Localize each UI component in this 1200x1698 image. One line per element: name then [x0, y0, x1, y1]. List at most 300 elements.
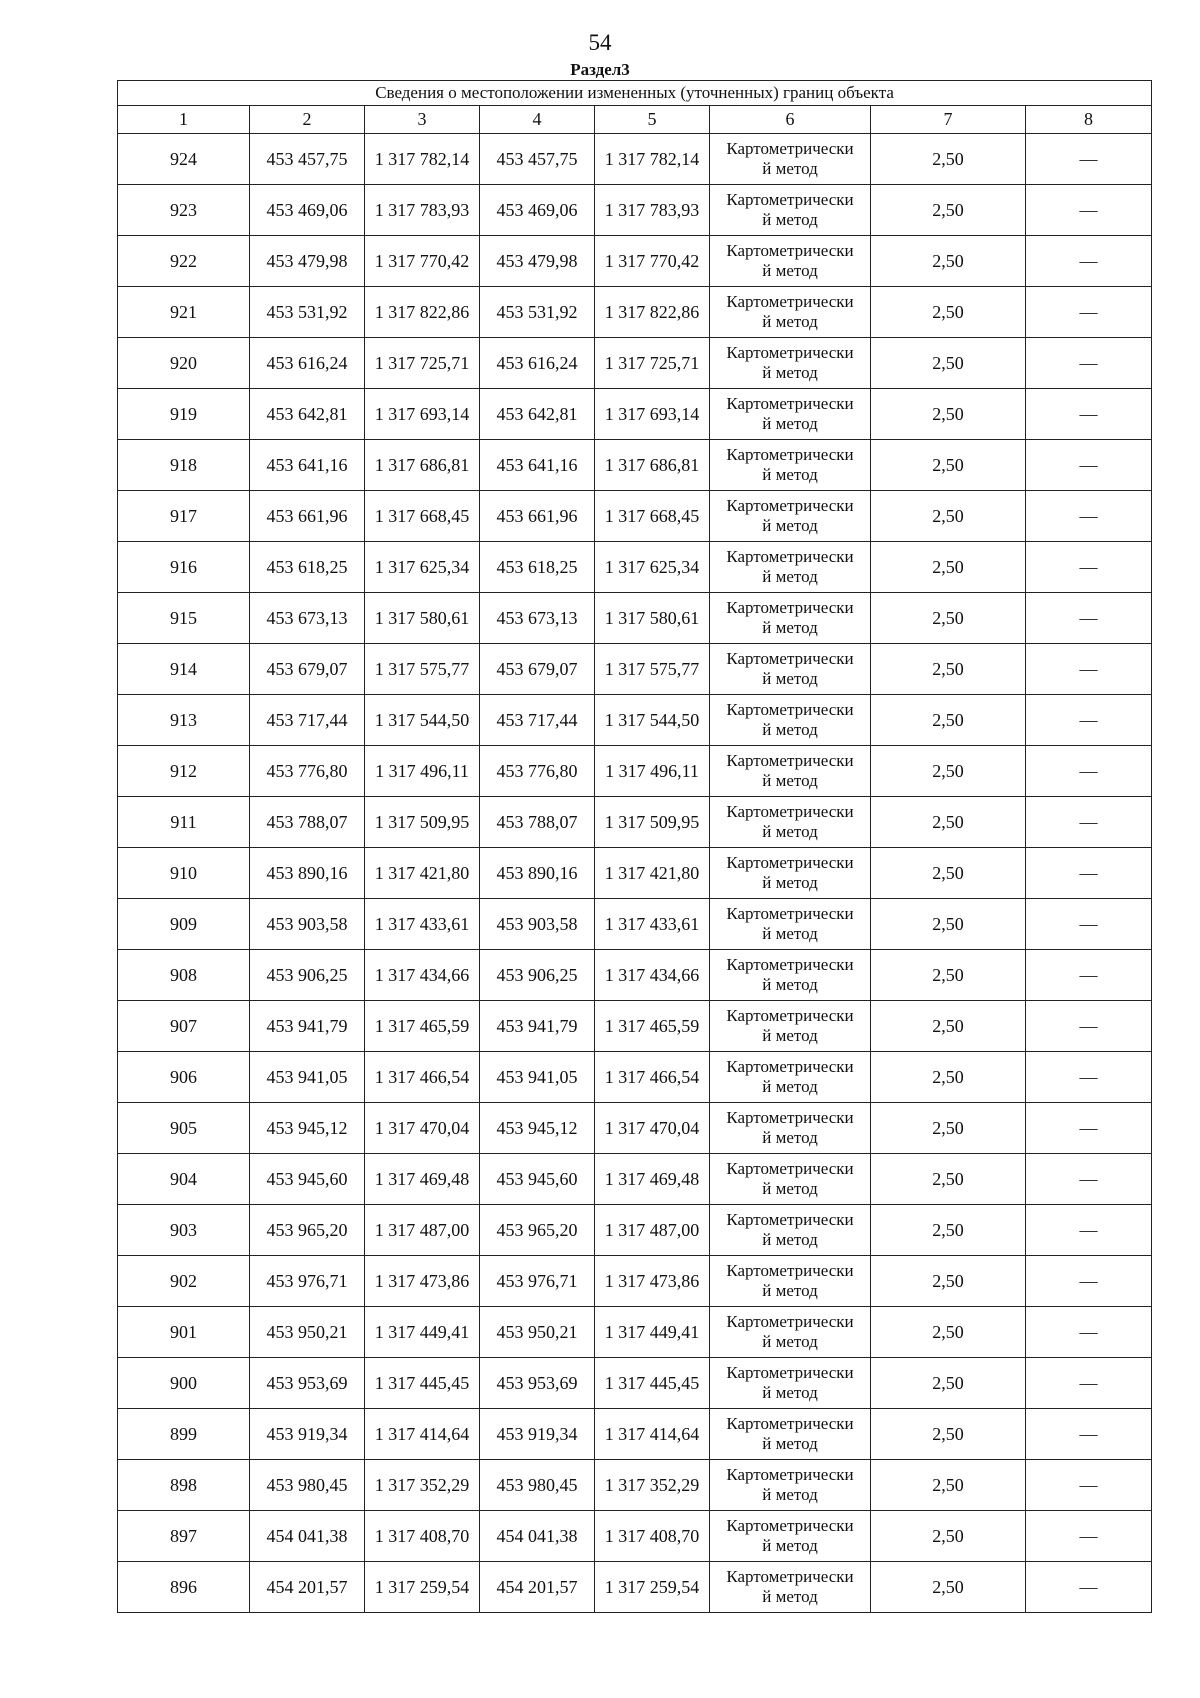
method-cell: [710, 1052, 871, 1103]
method-line-1: Картометрически: [726, 1567, 854, 1586]
accuracy-cell: 2,50: [871, 236, 1026, 287]
accuracy-cell: 2,50: [871, 542, 1026, 593]
y-new-cell: 1 317 434,66: [595, 950, 710, 1001]
y-existing-cell: 1 317 469,48: [365, 1154, 480, 1205]
method-cell: [710, 491, 871, 542]
method-line-1: Картометрически: [726, 139, 854, 158]
y-existing-cell: 1 317 544,50: [365, 695, 480, 746]
method-line-2: й метод: [762, 1587, 818, 1606]
x-existing-cell: 453 642,81: [250, 389, 365, 440]
point-number-cell: 904: [118, 1154, 250, 1205]
y-new-cell: 1 317 575,77: [595, 644, 710, 695]
note-cell: —: [1026, 440, 1152, 491]
column-header-4: 4: [480, 106, 595, 134]
accuracy-cell: 2,50: [871, 746, 1026, 797]
note-cell: —: [1026, 1511, 1152, 1562]
point-number-cell: 906: [118, 1052, 250, 1103]
method-line-2: й метод: [762, 567, 818, 586]
method-line-1: Картометрически: [726, 904, 854, 923]
x-existing-cell: 454 201,57: [250, 1562, 365, 1613]
accuracy-cell: 2,50: [871, 1460, 1026, 1511]
y-existing-cell: 1 317 473,86: [365, 1256, 480, 1307]
x-existing-cell: 453 890,16: [250, 848, 365, 899]
point-number-cell: 914: [118, 644, 250, 695]
method-line-1: Картометрически: [726, 1108, 854, 1127]
y-existing-cell: 1 317 509,95: [365, 797, 480, 848]
method-cell: [710, 1103, 871, 1154]
method-line-1: Картометрически: [726, 394, 854, 413]
point-number-cell: 900: [118, 1358, 250, 1409]
method-line-1: Картометрически: [726, 598, 854, 617]
method-line-1: Картометрически: [726, 802, 854, 821]
note-cell: —: [1026, 1052, 1152, 1103]
column-header-6: 6: [710, 106, 871, 134]
x-new-cell: 453 950,21: [480, 1307, 595, 1358]
x-new-cell: 453 642,81: [480, 389, 595, 440]
x-new-cell: 454 041,38: [480, 1511, 595, 1562]
table-row: [118, 185, 1152, 236]
table-row: [118, 1409, 1152, 1460]
y-new-cell: 1 317 770,42: [595, 236, 710, 287]
note-cell: —: [1026, 1205, 1152, 1256]
x-existing-cell: 454 041,38: [250, 1511, 365, 1562]
y-new-cell: 1 317 421,80: [595, 848, 710, 899]
x-existing-cell: 453 965,20: [250, 1205, 365, 1256]
x-new-cell: 453 673,13: [480, 593, 595, 644]
method-line-1: Картометрически: [726, 1261, 854, 1280]
table-row: [118, 746, 1152, 797]
method-line-2: й метод: [762, 873, 818, 892]
method-line-1: Картометрически: [726, 1006, 854, 1025]
method-cell: [710, 134, 871, 185]
y-new-cell: 1 317 352,29: [595, 1460, 710, 1511]
y-existing-cell: 1 317 580,61: [365, 593, 480, 644]
point-number-cell: 910: [118, 848, 250, 899]
method-line-2: й метод: [762, 312, 818, 331]
method-line-2: й метод: [762, 261, 818, 280]
method-line-2: й метод: [762, 1281, 818, 1300]
method-line-2: й метод: [762, 822, 818, 841]
table-row: [118, 287, 1152, 338]
accuracy-cell: 2,50: [871, 440, 1026, 491]
point-number-cell: 911: [118, 797, 250, 848]
method-cell: [710, 185, 871, 236]
method-line-1: Картометрически: [726, 445, 854, 464]
x-new-cell: 453 661,96: [480, 491, 595, 542]
accuracy-cell: 2,50: [871, 185, 1026, 236]
method-line-2: й метод: [762, 1332, 818, 1351]
x-existing-cell: 453 953,69: [250, 1358, 365, 1409]
y-existing-cell: 1 317 414,64: [365, 1409, 480, 1460]
y-existing-cell: 1 317 433,61: [365, 899, 480, 950]
note-cell: —: [1026, 491, 1152, 542]
note-cell: —: [1026, 1154, 1152, 1205]
accuracy-cell: 2,50: [871, 1205, 1026, 1256]
x-new-cell: 453 457,75: [480, 134, 595, 185]
note-cell: —: [1026, 338, 1152, 389]
table-row: [118, 1001, 1152, 1052]
section-title: Раздел3: [570, 60, 630, 79]
method-cell: [710, 1307, 871, 1358]
note-cell: —: [1026, 1256, 1152, 1307]
note-cell: —: [1026, 236, 1152, 287]
x-new-cell: 453 976,71: [480, 1256, 595, 1307]
accuracy-cell: 2,50: [871, 134, 1026, 185]
method-line-1: Картометрически: [726, 1057, 854, 1076]
y-existing-cell: 1 317 782,14: [365, 134, 480, 185]
method-line-1: Картометрически: [726, 292, 854, 311]
method-line-1: Картометрически: [726, 1210, 854, 1229]
x-new-cell: 453 788,07: [480, 797, 595, 848]
x-existing-cell: 453 616,24: [250, 338, 365, 389]
method-line-2: й метод: [762, 720, 818, 739]
y-new-cell: 1 317 466,54: [595, 1052, 710, 1103]
method-line-2: й метод: [762, 1485, 818, 1504]
method-line-1: Картометрически: [726, 547, 854, 566]
y-existing-cell: 1 317 625,34: [365, 542, 480, 593]
note-cell: —: [1026, 1103, 1152, 1154]
note-cell: —: [1026, 1307, 1152, 1358]
x-new-cell: 453 945,12: [480, 1103, 595, 1154]
method-line-2: й метод: [762, 465, 818, 484]
point-number-cell: 915: [118, 593, 250, 644]
table-row: [118, 1103, 1152, 1154]
method-cell: [710, 593, 871, 644]
point-number-cell: 919: [118, 389, 250, 440]
method-line-1: Картометрически: [726, 496, 854, 515]
point-number-cell: 912: [118, 746, 250, 797]
y-existing-cell: 1 317 434,66: [365, 950, 480, 1001]
point-number-cell: 905: [118, 1103, 250, 1154]
method-cell: [710, 1460, 871, 1511]
y-existing-cell: 1 317 783,93: [365, 185, 480, 236]
method-cell: [710, 695, 871, 746]
y-existing-cell: 1 317 408,70: [365, 1511, 480, 1562]
method-line-2: й метод: [762, 1179, 818, 1198]
method-line-2: й метод: [762, 159, 818, 178]
x-new-cell: 453 641,16: [480, 440, 595, 491]
method-line-2: й метод: [762, 1026, 818, 1045]
y-new-cell: 1 317 782,14: [595, 134, 710, 185]
method-line-1: Картометрически: [726, 1414, 854, 1433]
x-existing-cell: 453 679,07: [250, 644, 365, 695]
table-row: [118, 1154, 1152, 1205]
note-cell: —: [1026, 1001, 1152, 1052]
accuracy-cell: 2,50: [871, 338, 1026, 389]
note-cell: —: [1026, 593, 1152, 644]
x-new-cell: 453 717,44: [480, 695, 595, 746]
y-existing-cell: 1 317 352,29: [365, 1460, 480, 1511]
accuracy-cell: 2,50: [871, 848, 1026, 899]
y-new-cell: 1 317 465,59: [595, 1001, 710, 1052]
y-new-cell: 1 317 725,71: [595, 338, 710, 389]
x-new-cell: 453 980,45: [480, 1460, 595, 1511]
method-cell: [710, 1001, 871, 1052]
table-caption: Сведения о местоположении измененных (уточненных) границ объекта: [118, 81, 1152, 106]
table-row: [118, 899, 1152, 950]
y-new-cell: 1 317 469,48: [595, 1154, 710, 1205]
method-cell: [710, 1358, 871, 1409]
accuracy-cell: 2,50: [871, 1154, 1026, 1205]
table-row: [118, 797, 1152, 848]
table-row: [118, 491, 1152, 542]
x-existing-cell: 453 906,25: [250, 950, 365, 1001]
accuracy-cell: 2,50: [871, 1409, 1026, 1460]
accuracy-cell: 2,50: [871, 1001, 1026, 1052]
point-number-cell: 923: [118, 185, 250, 236]
x-new-cell: 453 618,25: [480, 542, 595, 593]
point-number-cell: 916: [118, 542, 250, 593]
table-row: [118, 440, 1152, 491]
method-line-2: й метод: [762, 414, 818, 433]
x-existing-cell: 453 531,92: [250, 287, 365, 338]
y-new-cell: 1 317 668,45: [595, 491, 710, 542]
y-new-cell: 1 317 625,34: [595, 542, 710, 593]
table-row: [118, 593, 1152, 644]
y-new-cell: 1 317 259,54: [595, 1562, 710, 1613]
table-row: [118, 1256, 1152, 1307]
method-line-2: й метод: [762, 363, 818, 382]
table-row: [118, 848, 1152, 899]
point-number-cell: 897: [118, 1511, 250, 1562]
method-line-1: Картометрически: [726, 1465, 854, 1484]
method-cell: [710, 899, 871, 950]
x-new-cell: 453 906,25: [480, 950, 595, 1001]
accuracy-cell: 2,50: [871, 797, 1026, 848]
method-line-2: й метод: [762, 1434, 818, 1453]
x-new-cell: 453 941,79: [480, 1001, 595, 1052]
method-cell: [710, 236, 871, 287]
accuracy-cell: 2,50: [871, 287, 1026, 338]
note-cell: —: [1026, 1562, 1152, 1613]
table-row: [118, 1205, 1152, 1256]
method-cell: [710, 950, 871, 1001]
column-header-8: 8: [1026, 106, 1152, 134]
x-new-cell: 453 469,06: [480, 185, 595, 236]
point-number-cell: 922: [118, 236, 250, 287]
point-number-cell: 909: [118, 899, 250, 950]
point-number-cell: 908: [118, 950, 250, 1001]
coordinates-table: [117, 80, 1152, 1613]
method-cell: [710, 1256, 871, 1307]
note-cell: —: [1026, 389, 1152, 440]
x-existing-cell: 453 980,45: [250, 1460, 365, 1511]
method-cell: [710, 797, 871, 848]
method-line-2: й метод: [762, 1536, 818, 1555]
x-existing-cell: 453 479,98: [250, 236, 365, 287]
table-row: [118, 389, 1152, 440]
method-line-1: Картометрически: [726, 1516, 854, 1535]
note-cell: —: [1026, 1409, 1152, 1460]
table-row: [118, 1307, 1152, 1358]
point-number-cell: 898: [118, 1460, 250, 1511]
y-existing-cell: 1 317 465,59: [365, 1001, 480, 1052]
y-existing-cell: 1 317 575,77: [365, 644, 480, 695]
y-existing-cell: 1 317 449,41: [365, 1307, 480, 1358]
note-cell: —: [1026, 1358, 1152, 1409]
method-cell: [710, 644, 871, 695]
x-new-cell: 453 941,05: [480, 1052, 595, 1103]
x-existing-cell: 453 673,13: [250, 593, 365, 644]
y-new-cell: 1 317 408,70: [595, 1511, 710, 1562]
y-existing-cell: 1 317 770,42: [365, 236, 480, 287]
method-line-2: й метод: [762, 1383, 818, 1402]
method-cell: [710, 848, 871, 899]
column-header-1: 1: [118, 106, 250, 134]
x-existing-cell: 453 976,71: [250, 1256, 365, 1307]
note-cell: —: [1026, 746, 1152, 797]
accuracy-cell: 2,50: [871, 1256, 1026, 1307]
y-existing-cell: 1 317 421,80: [365, 848, 480, 899]
method-line-1: Картометрически: [726, 1363, 854, 1382]
method-line-2: й метод: [762, 669, 818, 688]
table-row: [118, 134, 1152, 185]
x-existing-cell: 453 941,79: [250, 1001, 365, 1052]
note-cell: —: [1026, 950, 1152, 1001]
method-line-2: й метод: [762, 210, 818, 229]
point-number-cell: 903: [118, 1205, 250, 1256]
note-cell: —: [1026, 797, 1152, 848]
accuracy-cell: 2,50: [871, 1103, 1026, 1154]
point-number-cell: 918: [118, 440, 250, 491]
x-new-cell: 453 903,58: [480, 899, 595, 950]
accuracy-cell: 2,50: [871, 899, 1026, 950]
accuracy-cell: 2,50: [871, 1511, 1026, 1562]
x-new-cell: 453 679,07: [480, 644, 595, 695]
accuracy-cell: 2,50: [871, 1307, 1026, 1358]
column-header-5: 5: [595, 106, 710, 134]
y-new-cell: 1 317 449,41: [595, 1307, 710, 1358]
x-new-cell: 453 616,24: [480, 338, 595, 389]
point-number-cell: 901: [118, 1307, 250, 1358]
x-existing-cell: 453 903,58: [250, 899, 365, 950]
method-cell: [710, 440, 871, 491]
y-existing-cell: 1 317 693,14: [365, 389, 480, 440]
note-cell: —: [1026, 185, 1152, 236]
method-line-2: й метод: [762, 1077, 818, 1096]
note-cell: —: [1026, 899, 1152, 950]
y-new-cell: 1 317 822,86: [595, 287, 710, 338]
y-new-cell: 1 317 487,00: [595, 1205, 710, 1256]
x-existing-cell: 453 950,21: [250, 1307, 365, 1358]
x-new-cell: 454 201,57: [480, 1562, 595, 1613]
method-line-1: Картометрически: [726, 190, 854, 209]
table-row: [118, 950, 1152, 1001]
x-new-cell: 453 945,60: [480, 1154, 595, 1205]
point-number-cell: 896: [118, 1562, 250, 1613]
y-existing-cell: 1 317 445,45: [365, 1358, 480, 1409]
y-new-cell: 1 317 580,61: [595, 593, 710, 644]
table-row: [118, 338, 1152, 389]
method-cell: [710, 338, 871, 389]
y-new-cell: 1 317 433,61: [595, 899, 710, 950]
y-existing-cell: 1 317 822,86: [365, 287, 480, 338]
x-existing-cell: 453 469,06: [250, 185, 365, 236]
note-cell: —: [1026, 287, 1152, 338]
y-new-cell: 1 317 783,93: [595, 185, 710, 236]
x-existing-cell: 453 788,07: [250, 797, 365, 848]
table-row: [118, 1562, 1152, 1613]
method-cell: [710, 542, 871, 593]
point-number-cell: 899: [118, 1409, 250, 1460]
x-new-cell: 453 919,34: [480, 1409, 595, 1460]
accuracy-cell: 2,50: [871, 1358, 1026, 1409]
method-line-2: й метод: [762, 1230, 818, 1249]
y-existing-cell: 1 317 496,11: [365, 746, 480, 797]
x-existing-cell: 453 941,05: [250, 1052, 365, 1103]
accuracy-cell: 2,50: [871, 389, 1026, 440]
point-number-cell: 917: [118, 491, 250, 542]
method-line-1: Картометрически: [726, 649, 854, 668]
method-cell: [710, 1205, 871, 1256]
point-number-cell: 913: [118, 695, 250, 746]
column-header-7: 7: [871, 106, 1026, 134]
table-row: [118, 1460, 1152, 1511]
point-number-cell: 907: [118, 1001, 250, 1052]
method-line-1: Картометрически: [726, 955, 854, 974]
y-new-cell: 1 317 414,64: [595, 1409, 710, 1460]
method-line-1: Картометрически: [726, 700, 854, 719]
method-cell: [710, 1562, 871, 1613]
note-cell: —: [1026, 134, 1152, 185]
y-existing-cell: 1 317 686,81: [365, 440, 480, 491]
x-existing-cell: 453 919,34: [250, 1409, 365, 1460]
x-existing-cell: 453 945,60: [250, 1154, 365, 1205]
x-new-cell: 453 776,80: [480, 746, 595, 797]
method-cell: [710, 1511, 871, 1562]
y-new-cell: 1 317 473,86: [595, 1256, 710, 1307]
x-existing-cell: 453 641,16: [250, 440, 365, 491]
point-number-cell: 921: [118, 287, 250, 338]
method-line-2: й метод: [762, 516, 818, 535]
table-body: [118, 134, 1152, 1613]
table-header-row: [118, 106, 1152, 134]
table-caption-row: [118, 81, 1152, 106]
y-existing-cell: 1 317 487,00: [365, 1205, 480, 1256]
note-cell: —: [1026, 542, 1152, 593]
column-header-2: 2: [250, 106, 365, 134]
x-existing-cell: 453 618,25: [250, 542, 365, 593]
note-cell: —: [1026, 644, 1152, 695]
y-new-cell: 1 317 509,95: [595, 797, 710, 848]
column-header-3: 3: [365, 106, 480, 134]
table-row: [118, 1052, 1152, 1103]
x-existing-cell: 453 945,12: [250, 1103, 365, 1154]
note-cell: —: [1026, 695, 1152, 746]
table-row: [118, 1511, 1152, 1562]
y-new-cell: 1 317 470,04: [595, 1103, 710, 1154]
note-cell: —: [1026, 1460, 1152, 1511]
x-existing-cell: 453 457,75: [250, 134, 365, 185]
y-existing-cell: 1 317 466,54: [365, 1052, 480, 1103]
method-line-2: й метод: [762, 771, 818, 790]
y-existing-cell: 1 317 668,45: [365, 491, 480, 542]
accuracy-cell: 2,50: [871, 1562, 1026, 1613]
accuracy-cell: 2,50: [871, 593, 1026, 644]
y-new-cell: 1 317 693,14: [595, 389, 710, 440]
x-existing-cell: 453 776,80: [250, 746, 365, 797]
table-row: [118, 542, 1152, 593]
table-row: [118, 644, 1152, 695]
y-new-cell: 1 317 445,45: [595, 1358, 710, 1409]
method-line-2: й метод: [762, 618, 818, 637]
x-new-cell: 453 531,92: [480, 287, 595, 338]
method-line-1: Картометрически: [726, 241, 854, 260]
method-line-2: й метод: [762, 975, 818, 994]
x-new-cell: 453 965,20: [480, 1205, 595, 1256]
method-line-2: й метод: [762, 924, 818, 943]
method-cell: [710, 389, 871, 440]
